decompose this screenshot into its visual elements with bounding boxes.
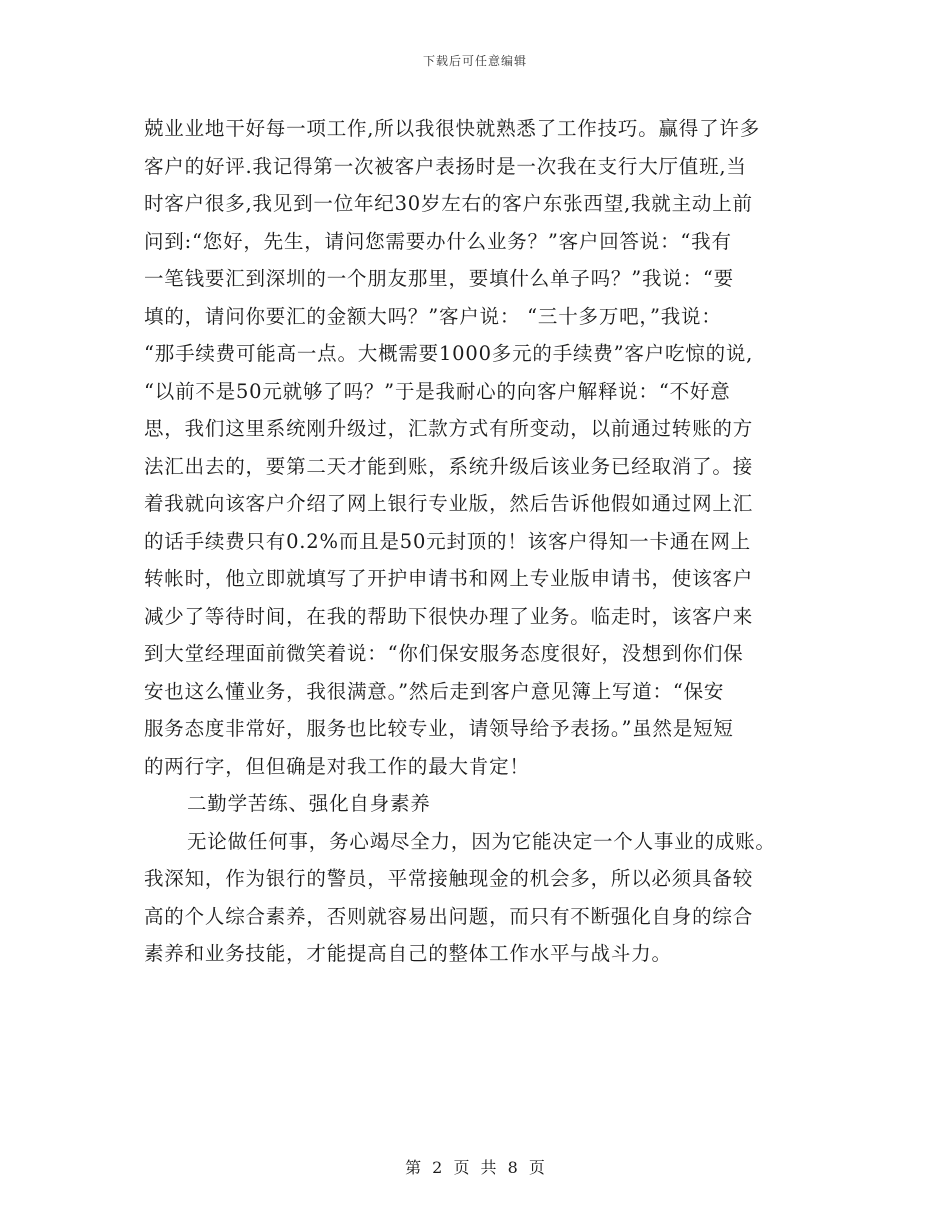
section-heading: 二勤学苦练、强化自身素养 xyxy=(187,792,431,815)
body-line: 的话手续费只有0.2%而且是50元封顶的！该客户得知一卡通在网上 xyxy=(144,529,751,553)
page-number-footer: 第 2 页 共 8 页 xyxy=(405,1158,545,1177)
body-line: 一笔钱要汇到深圳的一个朋友那里，要填什么单子吗？”我说：“要 xyxy=(144,267,734,290)
body-line: 服务态度非常好，服务也比较专业，请领导给予表扬。”虽然是短短 xyxy=(144,717,734,740)
body-line: 兢业业地干好每一项工作,所以我很快就熟悉了工作技巧。赢得了许多 xyxy=(144,117,760,140)
body-line: 素养和业务技能，才能提高自己的整体工作水平与战斗力。 xyxy=(144,942,672,965)
body-line: 到大堂经理面前微笑着说：“你们保安服务态度很好，没想到你们保 xyxy=(144,642,744,665)
body-line: 转帐时，他立即就填写了开护申请书和网上专业版申请书，使该客户 xyxy=(144,567,754,590)
body-line: 客户的好评.我记得第一次被客户表扬时是一次我在支行大厅值班,当 xyxy=(144,154,747,178)
body-line: 我深知，作为银行的警员，平常接触现金的机会多，所以必须具备较 xyxy=(144,867,754,890)
body-line: 时客户很多,我见到一位年纪30岁左右的客户东张西望,我就主动上前 xyxy=(144,192,753,215)
body-line: “以前不是50元就够了吗？”于是我耐心的向客户解释说：“不好意 xyxy=(144,379,731,403)
body-line: 填的，请问你要汇的金额大吗？”客户说： “三十多万吧，”我说： xyxy=(144,304,722,328)
body-line: 思，我们这里系统刚升级过，汇款方式有所变动，以前通过转账的方 xyxy=(144,417,754,440)
body-line: 的两行字，但但确是对我工作的最大肯定！ xyxy=(144,754,530,778)
body-line: 着我就向该客户介绍了网上银行专业版，然后告诉他假如通过网上汇 xyxy=(144,492,754,515)
body-line: 法汇出去的，要第二天才能到账，系统升级后该业务已经取消了。接 xyxy=(144,454,754,478)
body-line: 减少了等待时间，在我的帮助下很快办理了业务。临走时，该客户来 xyxy=(144,604,754,628)
body-line: “那手续费可能高一点。大概需要1000多元的手续费”客户吃惊的说, xyxy=(144,342,754,365)
page-header-note: 下载后可任意编辑 xyxy=(422,54,527,68)
body-line: 无论做任何事，务心竭尽全力，因为它能决定一个人事业的成账。 xyxy=(187,829,776,853)
body-line: 安也这么懂业务，我很满意。”然后走到客户意见簿上写道：“保安 xyxy=(144,679,725,703)
body-line: 高的个人综合素养，否则就容易出问题，而只有不断强化自身的综合 xyxy=(144,904,754,928)
document-body xyxy=(144,110,814,973)
body-line: 问到:“您好，先生，请问您需要办什么业务？”客户回答说：“我有 xyxy=(144,229,732,253)
